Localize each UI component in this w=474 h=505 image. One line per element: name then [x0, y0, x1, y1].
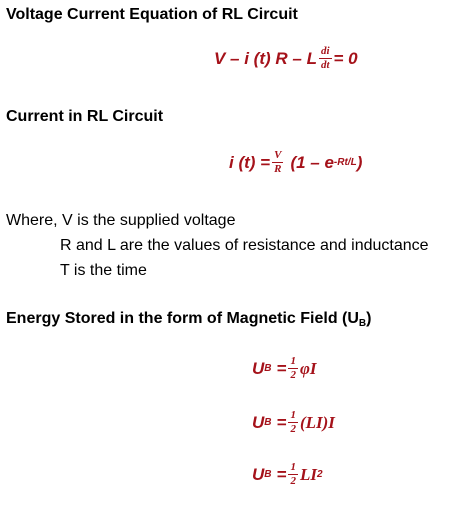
equation-voltage-current	[214, 46, 358, 71]
equals-sign: =	[276, 412, 287, 432]
fraction-denominator: 2	[290, 423, 296, 435]
fraction-one-half	[288, 462, 298, 487]
fraction-one-half	[288, 356, 298, 381]
equation-current-close: )	[356, 152, 363, 172]
fraction-numerator: 1	[290, 355, 296, 367]
energy-symbol: U	[252, 412, 265, 432]
energy-rhs: LI	[299, 464, 317, 484]
energy-symbol: U	[252, 358, 265, 378]
fraction-numerator: di	[320, 45, 330, 57]
equation-current	[229, 150, 362, 175]
energy-subscript: B	[264, 417, 272, 428]
heading-energy-main: Energy Stored in the form of Magnetic Field (U	[6, 310, 359, 327]
energy-exponent: 2	[316, 469, 323, 480]
fraction-denominator: dt	[320, 59, 330, 71]
energy-rhs: (LI)I	[299, 412, 335, 432]
equation-current-exponent: -Rt/L	[333, 157, 357, 168]
fraction-v-r	[272, 150, 283, 175]
fraction-denominator: 2	[290, 369, 296, 381]
fraction-numerator: 1	[290, 461, 296, 473]
heading-current-in-rl-circuit: Current in RL Circuit	[6, 108, 164, 125]
heading-voltage-current-equation: Voltage Current Equation of RL Circuit	[6, 6, 298, 23]
fraction-one-half	[288, 410, 298, 435]
energy-symbol: U	[252, 464, 265, 484]
equals-sign: =	[276, 358, 287, 378]
energy-rhs: φI	[299, 358, 317, 378]
equation-current-open: (1 – e	[290, 152, 334, 172]
heading-energy-close: )	[366, 310, 372, 327]
fraction-denominator: 2	[290, 475, 296, 487]
equation-energy-3	[252, 462, 323, 487]
equals-sign: =	[276, 464, 287, 484]
where-line-time: T is the time	[60, 262, 147, 279]
equation-current-lhs: i (t) =	[229, 152, 271, 172]
heading-energy-stored	[6, 310, 371, 329]
equation-energy-1	[252, 356, 317, 381]
fraction-denominator: R	[274, 163, 282, 175]
energy-subscript: B	[264, 363, 272, 374]
fraction-numerator: V	[274, 149, 282, 161]
where-line-resistance-inductance: R and L are the values of resistance and inductance	[60, 237, 429, 254]
equation-voltage-rhs: = 0	[333, 48, 358, 68]
where-line-voltage: Where, V is the supplied voltage	[6, 212, 236, 229]
energy-subscript: B	[264, 469, 272, 480]
equation-voltage-lhs: V – i (t) R – L	[214, 48, 317, 68]
equation-energy-2	[252, 410, 335, 435]
fraction-numerator: 1	[290, 409, 296, 421]
heading-energy-subscript: B	[358, 318, 367, 329]
fraction-di-dt	[319, 46, 332, 71]
